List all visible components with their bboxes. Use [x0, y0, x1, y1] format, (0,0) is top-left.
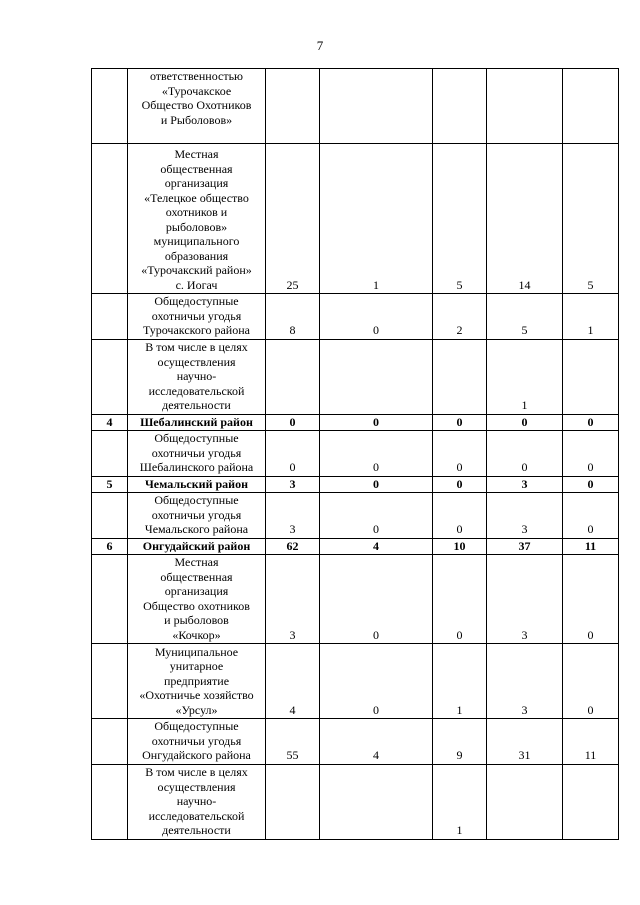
cell-value: 0	[487, 431, 563, 477]
row-name: Местная общественная организация «Телецкое общество охотников и рыболовов» муниципального образования «Турочакский район» с. Иогач	[128, 144, 266, 294]
cell-value: 37	[487, 538, 563, 555]
cell-value: 1	[563, 294, 619, 340]
cell-value: 1	[433, 764, 487, 839]
row-number	[92, 719, 128, 765]
cell-value: 1	[487, 339, 563, 414]
cell-value	[266, 339, 320, 414]
row-name: Общедоступные охотничьи угодья Онгудайского района	[128, 719, 266, 765]
cell-value: 14	[487, 144, 563, 294]
row-name: Местная общественная организация Общество охотников и рыболовов «Кочкор»	[128, 555, 266, 644]
cell-value: 1	[433, 644, 487, 719]
table-row	[92, 431, 619, 477]
cell-value: 4	[320, 719, 433, 765]
table-row	[92, 555, 619, 644]
cell-value: 10	[433, 538, 487, 555]
row-number	[92, 644, 128, 719]
table-row	[92, 339, 619, 414]
row-number	[92, 555, 128, 644]
page-number: 7	[316, 38, 324, 53]
cell-value	[266, 764, 320, 839]
row-name: Общедоступные охотничьи угодья Чемальского района	[128, 493, 266, 539]
cell-value: 0	[563, 414, 619, 431]
cell-value	[433, 69, 487, 144]
cell-value: 0	[320, 644, 433, 719]
cell-value: 3	[487, 555, 563, 644]
cell-value	[320, 339, 433, 414]
row-name: В том числе в целях осуществления научно- исследовательской деятельности	[128, 764, 266, 839]
cell-value	[563, 764, 619, 839]
cell-value: 4	[266, 644, 320, 719]
cell-value: 8	[266, 294, 320, 340]
cell-value	[266, 69, 320, 144]
cell-value: 3	[266, 493, 320, 539]
row-name: В том числе в целях осуществления научно- исследовательской деятельности	[128, 339, 266, 414]
table-row	[92, 719, 619, 765]
cell-value: 0	[433, 431, 487, 477]
cell-value: 0	[563, 431, 619, 477]
cell-value	[563, 69, 619, 144]
cell-value: 62	[266, 538, 320, 555]
cell-value: 5	[487, 294, 563, 340]
row-name: Муниципальное унитарное предприятие «Охотничье хозяйство «Урсул»	[128, 644, 266, 719]
cell-value	[563, 339, 619, 414]
cell-value: 0	[563, 476, 619, 493]
row-number	[92, 431, 128, 477]
cell-value: 5	[563, 144, 619, 294]
table-row	[92, 69, 619, 144]
cell-value	[433, 339, 487, 414]
cell-value: 0	[563, 493, 619, 539]
table-row	[92, 144, 619, 294]
row-number: 4	[92, 414, 128, 431]
cell-value: 0	[563, 555, 619, 644]
row-name: Онгудайский район	[128, 538, 266, 555]
cell-value: 2	[433, 294, 487, 340]
table-row	[92, 644, 619, 719]
row-name: Общедоступные охотничьи угодья Турочакского района	[128, 294, 266, 340]
cell-value: 11	[563, 719, 619, 765]
table-row	[92, 538, 619, 555]
cell-value: 0	[320, 493, 433, 539]
cell-value: 3	[487, 493, 563, 539]
cell-value: 0	[433, 414, 487, 431]
cell-value: 11	[563, 538, 619, 555]
cell-value: 55	[266, 719, 320, 765]
cell-value: 0	[320, 555, 433, 644]
row-name: Общедоступные охотничьи угодья Шебалинского района	[128, 431, 266, 477]
cell-value: 0	[563, 644, 619, 719]
cell-value: 9	[433, 719, 487, 765]
table-row	[92, 476, 619, 493]
row-number	[92, 69, 128, 144]
cell-value: 1	[320, 144, 433, 294]
cell-value: 0	[433, 493, 487, 539]
row-name: Шебалинский район	[128, 414, 266, 431]
cell-value: 3	[487, 476, 563, 493]
cell-value: 4	[320, 538, 433, 555]
cell-value: 0	[320, 414, 433, 431]
table-row	[92, 764, 619, 839]
cell-value: 0	[487, 414, 563, 431]
row-number	[92, 493, 128, 539]
cell-value: 0	[266, 414, 320, 431]
row-number	[92, 339, 128, 414]
cell-value: 31	[487, 719, 563, 765]
cell-value: 0	[433, 555, 487, 644]
cell-value	[487, 69, 563, 144]
cell-value: 0	[320, 431, 433, 477]
row-name: Чемальский район	[128, 476, 266, 493]
row-number	[92, 144, 128, 294]
cell-value: 25	[266, 144, 320, 294]
cell-value: 0	[433, 476, 487, 493]
row-number	[92, 764, 128, 839]
table-row	[92, 493, 619, 539]
cell-value: 0	[266, 431, 320, 477]
cell-value	[320, 764, 433, 839]
row-name: ответственностью «Турочакское Общество Охотников и Рыболовов»	[128, 69, 266, 144]
row-number: 5	[92, 476, 128, 493]
cell-value: 0	[320, 476, 433, 493]
row-number	[92, 294, 128, 340]
cell-value: 3	[487, 644, 563, 719]
row-number: 6	[92, 538, 128, 555]
cell-value: 0	[320, 294, 433, 340]
cell-value: 3	[266, 555, 320, 644]
cell-value: 3	[266, 476, 320, 493]
cell-value	[320, 69, 433, 144]
table-row	[92, 414, 619, 431]
cell-value	[487, 764, 563, 839]
cell-value: 5	[433, 144, 487, 294]
data-table	[91, 68, 619, 840]
table-row	[92, 294, 619, 340]
